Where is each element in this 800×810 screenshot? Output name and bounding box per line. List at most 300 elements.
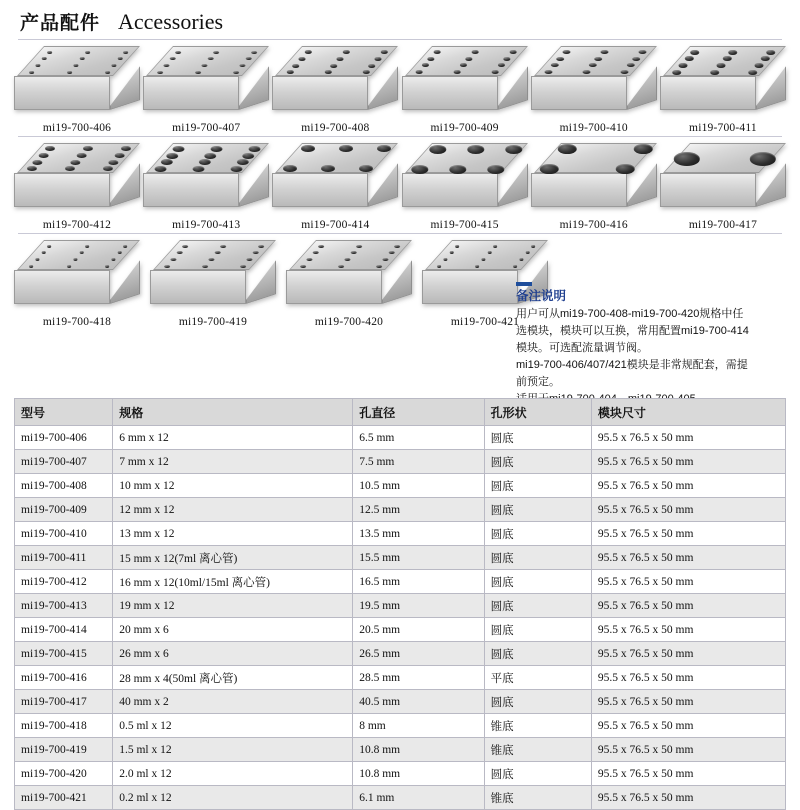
block-hole xyxy=(633,144,652,154)
block-image xyxy=(286,240,412,310)
block-image xyxy=(402,143,528,213)
block-top-face xyxy=(425,240,548,270)
table-row xyxy=(15,642,786,666)
block-hole xyxy=(247,258,253,261)
col-header-model: 型号 xyxy=(15,399,113,426)
block-hole xyxy=(723,56,732,61)
page-title-en: Accessories xyxy=(118,9,224,34)
block-hole xyxy=(509,50,516,54)
block-hole xyxy=(183,245,189,248)
product-item xyxy=(531,46,657,134)
col-header-size: 模块尺寸 xyxy=(591,399,785,426)
table-cell-diameter: 13.5 mm xyxy=(353,522,484,546)
block-hole xyxy=(79,57,84,60)
block-hole xyxy=(252,51,258,54)
block-hole xyxy=(85,245,89,248)
block-hole xyxy=(67,265,71,268)
block-hole xyxy=(717,63,726,68)
block-hole xyxy=(165,265,171,268)
block-top-face xyxy=(275,143,398,173)
block-hole xyxy=(363,70,370,74)
table-cell-model: mi19-700-407 xyxy=(15,450,113,474)
table-cell-shape: 圆底 xyxy=(484,450,591,474)
block-hole xyxy=(161,159,173,165)
table-row xyxy=(15,594,786,618)
block-hole xyxy=(381,50,388,54)
block-hole xyxy=(600,50,608,54)
product-model-label: mi19-700-421 xyxy=(450,316,520,328)
block-hole xyxy=(459,63,466,67)
block-hole xyxy=(755,63,764,68)
block-hole xyxy=(65,166,75,171)
table-row xyxy=(15,762,786,786)
block-hole xyxy=(158,71,164,74)
block-hole xyxy=(73,258,77,261)
block-hole xyxy=(305,50,312,54)
spec-table-wrap xyxy=(14,398,786,810)
table-cell-size: 95.5 x 76.5 x 50 mm xyxy=(591,594,785,618)
block-hole xyxy=(105,71,110,74)
block-hole xyxy=(67,71,72,74)
block-hole xyxy=(691,50,700,55)
block-hole xyxy=(41,57,46,60)
block-hole xyxy=(429,145,446,154)
block-hole xyxy=(103,166,113,171)
table-cell-size: 95.5 x 76.5 x 50 mm xyxy=(591,714,785,738)
block-hole xyxy=(588,63,596,67)
block-hole xyxy=(503,57,510,61)
block-hole xyxy=(313,251,319,254)
table-cell-size: 95.5 x 76.5 x 50 mm xyxy=(591,498,785,522)
table-cell-shape: 圆底 xyxy=(484,426,591,450)
table-cell-spec: 16 mm x 12(10ml/15ml 离心管) xyxy=(113,570,353,594)
table-cell-size: 95.5 x 76.5 x 50 mm xyxy=(591,690,785,714)
block-hole xyxy=(449,165,466,174)
block-hole xyxy=(123,51,128,54)
block-hole xyxy=(83,146,93,151)
block-hole xyxy=(679,63,688,68)
table-row xyxy=(15,618,786,642)
block-hole xyxy=(465,57,472,61)
table-cell-model: mi19-700-421 xyxy=(15,786,113,810)
table-cell-spec: 10 mm x 12 xyxy=(113,474,353,498)
product-row-1 xyxy=(14,40,786,136)
block-hole xyxy=(27,166,37,171)
block-hole xyxy=(214,51,220,54)
notes-accent-bar xyxy=(516,282,532,286)
block-hole xyxy=(526,251,530,254)
notes-body xyxy=(516,307,784,407)
page-header xyxy=(14,8,786,35)
block-hole xyxy=(673,70,682,75)
table-row xyxy=(15,546,786,570)
block-hole xyxy=(632,57,640,61)
block-hole xyxy=(47,245,51,248)
table-cell-shape: 圆底 xyxy=(484,570,591,594)
col-header-spec: 规格 xyxy=(113,399,353,426)
block-hole xyxy=(444,258,448,261)
table-cell-diameter: 26.5 mm xyxy=(353,642,484,666)
table-row xyxy=(15,522,786,546)
product-item xyxy=(660,143,786,231)
block-top-face xyxy=(17,240,140,270)
table-cell-shape: 圆底 xyxy=(484,522,591,546)
table-cell-model: mi19-700-406 xyxy=(15,426,113,450)
table-cell-size: 95.5 x 76.5 x 50 mm xyxy=(591,450,785,474)
block-hole xyxy=(359,165,373,172)
block-hole xyxy=(299,57,306,61)
product-model-label: mi19-700-410 xyxy=(559,122,628,134)
table-cell-shape: 锥底 xyxy=(484,786,591,810)
table-cell-size: 95.5 x 76.5 x 50 mm xyxy=(591,642,785,666)
block-hole xyxy=(582,70,590,74)
table-cell-model: mi19-700-420 xyxy=(15,762,113,786)
block-hole xyxy=(240,64,246,67)
block-hole xyxy=(337,57,344,61)
block-hole xyxy=(301,265,307,268)
block-hole xyxy=(307,258,313,261)
table-cell-shape: 锥底 xyxy=(484,714,591,738)
product-model-label: mi19-700-420 xyxy=(314,316,384,328)
table-cell-size: 95.5 x 76.5 x 50 mm xyxy=(591,762,785,786)
block-hole xyxy=(351,251,357,254)
table-row xyxy=(15,738,786,762)
table-row xyxy=(15,690,786,714)
table-cell-shape: 圆底 xyxy=(484,690,591,714)
block-hole xyxy=(750,152,776,166)
block-hole xyxy=(761,56,770,61)
block-hole xyxy=(105,265,109,268)
table-cell-spec: 15 mm x 12(7ml 离心管) xyxy=(113,546,353,570)
block-hole xyxy=(321,165,335,172)
table-cell-model: mi19-700-418 xyxy=(15,714,113,738)
block-hole xyxy=(325,70,332,74)
table-row xyxy=(15,786,786,810)
product-model-label: mi19-700-406 xyxy=(42,122,112,134)
table-cell-spec: 7 mm x 12 xyxy=(113,450,353,474)
table-cell-model: mi19-700-416 xyxy=(15,666,113,690)
block-hole xyxy=(620,70,628,74)
block-top-face xyxy=(289,240,412,270)
table-cell-diameter: 8 mm xyxy=(353,714,484,738)
table-cell-size: 95.5 x 76.5 x 50 mm xyxy=(591,474,785,498)
table-cell-model: mi19-700-409 xyxy=(15,498,113,522)
notes-line: 前预定。 xyxy=(516,376,560,388)
table-cell-size: 95.5 x 76.5 x 50 mm xyxy=(591,738,785,762)
product-item xyxy=(402,46,528,134)
table-row xyxy=(15,666,786,690)
block-hole xyxy=(319,245,325,248)
block-image xyxy=(660,143,786,213)
block-hole xyxy=(173,146,185,152)
block-hole xyxy=(482,258,486,261)
block-hole xyxy=(241,265,247,268)
product-item xyxy=(143,143,269,231)
block-hole xyxy=(111,64,116,67)
block-hole xyxy=(39,153,49,158)
product-item xyxy=(286,240,412,328)
block-hole xyxy=(111,258,115,261)
table-cell-shape: 圆底 xyxy=(484,474,591,498)
table-cell-model: mi19-700-411 xyxy=(15,546,113,570)
product-item xyxy=(14,240,140,328)
block-hole xyxy=(243,153,255,159)
block-hole xyxy=(339,265,345,268)
table-cell-spec: 12 mm x 12 xyxy=(113,498,353,522)
block-image xyxy=(14,240,140,310)
block-image xyxy=(531,143,657,213)
block-hole xyxy=(35,258,39,261)
table-cell-size: 95.5 x 76.5 x 50 mm xyxy=(591,618,785,642)
block-hole xyxy=(471,50,478,54)
table-cell-model: mi19-700-417 xyxy=(15,690,113,714)
block-hole xyxy=(749,70,758,75)
table-cell-spec: 2.0 ml x 12 xyxy=(113,762,353,786)
block-image xyxy=(14,143,140,213)
table-cell-model: mi19-700-410 xyxy=(15,522,113,546)
block-hole xyxy=(767,50,776,55)
block-hole xyxy=(79,251,83,254)
block-hole xyxy=(377,265,383,268)
block-hole xyxy=(41,251,45,254)
block-hole xyxy=(377,145,391,152)
block-hole xyxy=(109,160,119,165)
block-image xyxy=(402,46,528,116)
product-item xyxy=(272,143,398,231)
table-cell-spec: 1.5 ml x 12 xyxy=(113,738,353,762)
block-hole xyxy=(438,265,442,268)
block-hole xyxy=(674,152,700,166)
table-cell-shape: 平底 xyxy=(484,666,591,690)
product-model-label: mi19-700-413 xyxy=(172,219,241,231)
block-image xyxy=(531,46,657,116)
block-hole xyxy=(544,70,552,74)
block-top-face xyxy=(17,143,140,173)
block-top-face xyxy=(146,143,269,173)
table-row xyxy=(15,474,786,498)
table-cell-shape: 圆底 xyxy=(484,762,591,786)
block-hole xyxy=(729,50,738,55)
block-image xyxy=(272,143,398,213)
block-hole xyxy=(557,144,576,154)
block-hole xyxy=(155,166,167,172)
notes-line: 选模块，模块可以互换，常用配置mi19-700-414 xyxy=(516,325,749,337)
block-hole xyxy=(421,63,428,67)
col-header-shape: 孔形状 xyxy=(484,399,591,426)
block-hole xyxy=(331,64,338,68)
product-model-label: mi19-700-415 xyxy=(430,219,499,231)
block-hole xyxy=(208,57,214,60)
block-hole xyxy=(638,50,646,54)
block-hole xyxy=(283,165,297,172)
block-hole xyxy=(117,251,121,254)
block-hole xyxy=(532,245,536,248)
block-hole xyxy=(167,153,179,159)
table-cell-size: 95.5 x 76.5 x 50 mm xyxy=(591,546,785,570)
block-hole xyxy=(45,146,55,151)
table-cell-diameter: 19.5 mm xyxy=(353,594,484,618)
page-title-cn: 产品配件 xyxy=(20,13,101,34)
block-hole xyxy=(33,160,43,165)
block-hole xyxy=(170,57,176,60)
block-hole xyxy=(246,57,252,60)
block-hole xyxy=(497,63,504,67)
block-hole xyxy=(203,265,209,268)
product-model-label: mi19-700-414 xyxy=(301,219,370,231)
block-hole xyxy=(383,258,389,261)
notes-box xyxy=(516,282,784,409)
block-top-face xyxy=(663,46,786,76)
block-hole xyxy=(199,159,211,165)
block-hole xyxy=(594,57,602,61)
product-row-2 xyxy=(14,137,786,233)
block-hole xyxy=(293,64,300,68)
table-cell-spec: 13 mm x 12 xyxy=(113,522,353,546)
block-hole xyxy=(556,57,564,61)
table-cell-diameter: 6.5 mm xyxy=(353,426,484,450)
table-cell-spec: 19 mm x 12 xyxy=(113,594,353,618)
block-hole xyxy=(117,57,122,60)
product-model-label: mi19-700-416 xyxy=(559,219,628,231)
block-top-face xyxy=(146,46,269,76)
block-hole xyxy=(193,166,205,172)
block-hole xyxy=(249,146,261,152)
col-header-diameter: 孔直径 xyxy=(353,399,484,426)
product-item xyxy=(660,46,786,134)
block-top-face xyxy=(405,46,528,76)
table-row xyxy=(15,570,786,594)
table-cell-shape: 圆底 xyxy=(484,642,591,666)
block-hole xyxy=(494,245,498,248)
block-hole xyxy=(253,251,259,254)
table-cell-spec: 0.2 ml x 12 xyxy=(113,786,353,810)
product-item xyxy=(402,143,528,231)
product-item xyxy=(14,143,140,231)
block-hole xyxy=(343,50,350,54)
block-hole xyxy=(487,165,504,174)
block-image xyxy=(272,46,398,116)
notes-line: 用户可从mi19-700-408-mi19-700-420规格中任 xyxy=(516,308,744,320)
block-hole xyxy=(520,258,524,261)
spec-table-head xyxy=(15,399,786,426)
table-cell-diameter: 10.5 mm xyxy=(353,474,484,498)
table-cell-shape: 圆底 xyxy=(484,618,591,642)
product-item xyxy=(150,240,276,328)
block-hole xyxy=(215,251,221,254)
block-hole xyxy=(221,245,227,248)
product-model-label: mi19-700-407 xyxy=(172,122,241,134)
table-cell-spec: 6 mm x 12 xyxy=(113,426,353,450)
table-cell-spec: 26 mm x 6 xyxy=(113,642,353,666)
spec-table xyxy=(14,398,786,810)
product-model-label: mi19-700-409 xyxy=(430,122,499,134)
block-hole xyxy=(339,145,353,152)
block-hole xyxy=(685,56,694,61)
block-hole xyxy=(514,265,518,268)
table-cell-diameter: 40.5 mm xyxy=(353,690,484,714)
block-hole xyxy=(234,71,240,74)
notes-line: 模块。可选配流量调节阀。 xyxy=(516,342,648,354)
table-cell-shape: 圆底 xyxy=(484,498,591,522)
block-hole xyxy=(47,51,52,54)
product-model-label: mi19-700-418 xyxy=(42,316,112,328)
table-cell-spec: 28 mm x 4(50ml 离心管) xyxy=(113,666,353,690)
notes-title: 备注说明 xyxy=(516,289,567,303)
block-hole xyxy=(476,265,480,268)
table-row xyxy=(15,426,786,450)
block-hole xyxy=(202,64,208,67)
block-hole xyxy=(427,57,434,61)
table-cell-spec: 20 mm x 6 xyxy=(113,618,353,642)
block-hole xyxy=(505,145,522,154)
block-hole xyxy=(196,71,202,74)
block-hole xyxy=(345,258,351,261)
block-top-face xyxy=(275,46,398,76)
block-hole xyxy=(711,70,720,75)
block-top-face xyxy=(17,46,140,76)
block-hole xyxy=(29,71,34,74)
block-hole xyxy=(389,251,395,254)
block-hole xyxy=(433,50,440,54)
product-item xyxy=(272,46,398,134)
block-hole xyxy=(395,245,401,248)
block-hole xyxy=(488,251,492,254)
table-cell-size: 95.5 x 76.5 x 50 mm xyxy=(591,570,785,594)
table-row xyxy=(15,714,786,738)
block-hole xyxy=(237,159,249,165)
block-hole xyxy=(615,164,634,174)
block-hole xyxy=(115,153,125,158)
spec-table-header-row xyxy=(15,399,786,426)
table-cell-diameter: 12.5 mm xyxy=(353,498,484,522)
block-hole xyxy=(71,160,81,165)
product-model-label: mi19-700-417 xyxy=(688,219,758,231)
block-hole xyxy=(211,146,223,152)
block-hole xyxy=(171,258,177,261)
block-hole xyxy=(375,57,382,61)
block-hole xyxy=(467,145,484,154)
table-cell-shape: 圆底 xyxy=(484,594,591,618)
table-cell-shape: 锥底 xyxy=(484,738,591,762)
table-row xyxy=(15,450,786,474)
block-hole xyxy=(450,251,454,254)
block-hole xyxy=(259,245,265,248)
block-hole xyxy=(29,265,33,268)
block-hole xyxy=(550,63,558,67)
block-hole xyxy=(357,245,363,248)
product-model-label: mi19-700-411 xyxy=(689,122,757,134)
product-model-label: mi19-700-412 xyxy=(42,219,112,231)
block-image xyxy=(660,46,786,116)
product-item xyxy=(143,46,269,134)
product-model-label: mi19-700-419 xyxy=(178,316,248,328)
block-hole xyxy=(539,164,558,174)
block-hole xyxy=(35,64,40,67)
notes-line: mi19-700-406/407/421模块是非常规配套，需提 xyxy=(516,359,748,371)
table-cell-model: mi19-700-413 xyxy=(15,594,113,618)
block-hole xyxy=(231,166,243,172)
block-hole xyxy=(562,50,570,54)
block-hole xyxy=(205,153,217,159)
block-hole xyxy=(164,64,170,67)
table-row xyxy=(15,498,786,522)
block-hole xyxy=(369,64,376,68)
block-hole xyxy=(301,145,315,152)
block-hole xyxy=(453,70,460,74)
table-cell-diameter: 20.5 mm xyxy=(353,618,484,642)
block-hole xyxy=(121,146,131,151)
table-cell-diameter: 15.5 mm xyxy=(353,546,484,570)
